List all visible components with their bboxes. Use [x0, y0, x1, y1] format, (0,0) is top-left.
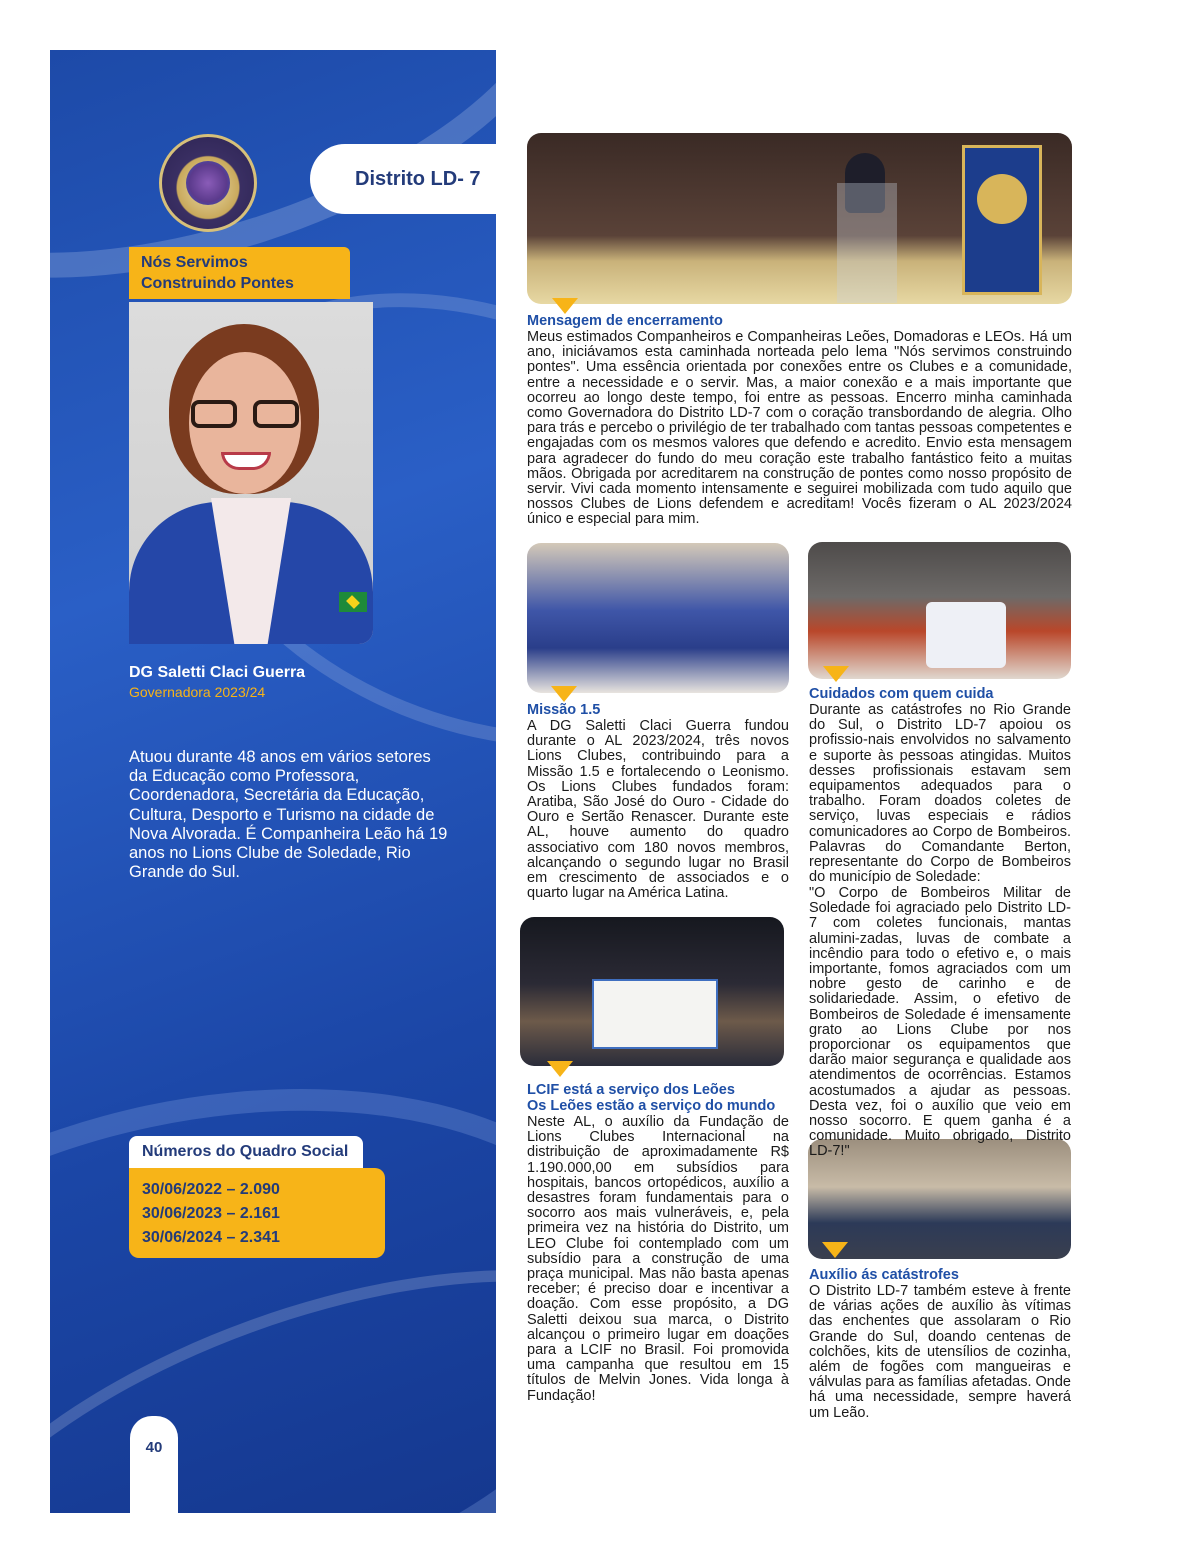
caption-marker-icon — [547, 1061, 573, 1077]
brazil-flag-icon — [339, 592, 367, 612]
governor-bio: Atuou durante 48 anos em vários setores da Educação como Professora, Coordenadora, Secretária da Educação, Cultura, Desporto e Turismo na cidade de Nova Alvorada. É Companheira Leão há 19 anos no Lions Clube de Soledade, Rio Grande do Sul. — [129, 748, 448, 882]
caption-marker-icon — [552, 298, 578, 314]
governor-role: Governadora 2023/24 — [129, 684, 266, 700]
article-title-lcif-1: LCIF está a serviço dos Leões — [527, 1082, 735, 1098]
caption-marker-icon — [551, 686, 577, 702]
lions-banner-icon — [962, 145, 1042, 295]
district-emblem-icon — [159, 134, 257, 232]
article-quote-cuidados: "O Corpo de Bombeiros Militar de Soledade foi agraciado pelo Distrito LD-7 com coletes funcionais, mantas alumini-zadas, luvas de combate a incêndio para todo o efetivo e, o mais importante, fomos agraciados com um nobre gesto de carinho e de solidariedade. Assim, o efetivo de Bombeiros de Soledade é imensamente grato ao Lions Clube por nos proporcionar os equipamentos que darão maior segurança e qualidade aos atendimentos de ocorrências. Estamos acostumados a ajudar as pessoas. Desta vez, foi o auxílio que veio em nosso socorro. E quem ganha é a comunidade. Muito obrigado, Distrito LD-7!" — [809, 885, 1071, 1160]
page-number: 40 — [145, 1439, 163, 1456]
closing-ceremony-photo — [527, 133, 1072, 304]
governor-name: DG Saletti Claci Guerra — [129, 664, 306, 681]
motto-line-2: Construindo Pontes — [141, 275, 294, 292]
article-title-auxilio: Auxílio ás catástrofes — [809, 1267, 959, 1283]
article-body-auxilio: O Distrito LD-7 também esteve à frente de várias ações de auxílio às vítimas das enchentes que assolaram o Rio Grande do Sul, doando centenas de colchões, kits de utensílios de cozinha, além de fogões com mangueiras e válvulas para as famílias afetadas. Onde há uma necessidade, sempre haverá um Leão. — [809, 1283, 1071, 1421]
caption-marker-icon — [823, 666, 849, 682]
membership-numbers-label: Números do Quadro Social — [129, 1136, 363, 1170]
page-number-tab — [130, 1416, 178, 1513]
motto-box — [129, 247, 350, 299]
membership-number: 30/06/2023 – 2.161 — [142, 1205, 280, 1222]
article-body-mensagem: Meus estimados Companheiros e Companheiras Leões, Domadoras e LEOs. Há um ano, iniciávamos esta caminhada norteada pelo lema "Nós servimos construindo pontes". Uma essência orientada por conexões entre os Clubes e a comunidade, entre a necessidade e o servir. Mas, a maior conexão e a mais importante que ocorreu ao longo deste tempo, foi entre as pessoas. Encerro minha caminhada como Governadora do Distrito LD-7 com o coração transbordando de alegria. Olho para trás e percebo o privilégio de ter trabalhado com tantas pessoas competentes e engajadas com os mesmos valores que defendo e acredito. Envio esta mensagem para agradecer do fundo do meu coração este trabalho fantástico feito a muitas mãos. Obrigada por acreditarem na construção de pontes como nosso propósito de servir. Vivi cada momento intensamente e seguirei mobilizada com tudo aquilo que nossos Clubes de Lions defendem e acreditam! Vocês fizeram o AL 2023/2024 único e especial para mim. — [527, 329, 1072, 528]
article-title-lcif-2: Os Leões estão a serviço do mundo — [527, 1098, 776, 1114]
article-title-cuidados: Cuidados com quem cuida — [809, 686, 994, 702]
article-title-missao: Missão 1.5 — [527, 702, 601, 718]
governor-portrait — [129, 302, 373, 644]
membership-number: 30/06/2022 – 2.090 — [142, 1181, 280, 1198]
article-body-lcif: Neste AL, o auxílio da Fundação de Lions Clubes Internacional na distribuição de aproximadamente R$ 1.190.000,00 em subsídios para hospitais, bancos ortopédicos, auxílio a desastres foram fundamentais para o socorro aos mais vulneráveis, e, pela primeira vez na história do Distrito, um LEO Clube foi contemplado com um subsídio para a construção de uma praça municipal. Mas não basta apenas receber; é preciso doar e incentivar a doação. Com esse propósito, a DG Saletti deixou sua marca, o Distrito alcançou o primeiro lugar em doações para a LCIF no Brasil. Foi promovida uma campanha que resultou em 15 títulos de Melvin Jones. Vida longa à Fundação! — [527, 1114, 789, 1404]
group-photo-mission — [527, 543, 789, 693]
district-title: Distrito LD- 7 — [310, 144, 496, 214]
lcif-check-photo — [520, 917, 784, 1066]
caption-marker-icon — [822, 1242, 848, 1258]
article-body-missao: A DG Saletti Claci Guerra fundou durante o AL 2023/2024, três novos Lions Clubes, contribuindo para a Missão 1.5 e fortalecendo o Leonismo. Os Lions Clubes fundados foram: Aratiba, São José do Ouro - Cidade do Ouro e Sertão Renascer. Durante este AL, houve aumento do quadro associativo com 180 novos membros, alcançando o segundo lugar no Brasil em crescimento de associados e o quarto lugar na América Latina. — [527, 718, 789, 902]
article-title-mensagem: Mensagem de encerramento — [527, 313, 723, 329]
firefighters-photo — [808, 542, 1071, 679]
article-body-cuidados: Durante as catástrofes no Rio Grande do Sul, o Distrito LD-7 apoiou os profissio-nais envolvidos no salvamento e suporte às pessoas atingidas. Muitos desses profissionais estavam sem equipamentos adequados para o trabalho. Foram doados coletes de serviço, luvas especiais e rádios comunicadores ao Corpo de Bombeiros. Palavras do Comandante Berton, representante do Corpo de Bombeiros do município de Soledade: — [809, 702, 1071, 886]
membership-number: 30/06/2024 – 2.341 — [142, 1229, 280, 1246]
motto-line-1: Nós Servimos — [141, 254, 248, 271]
sidebar-panel — [50, 50, 496, 1513]
membership-numbers-box — [129, 1168, 385, 1258]
